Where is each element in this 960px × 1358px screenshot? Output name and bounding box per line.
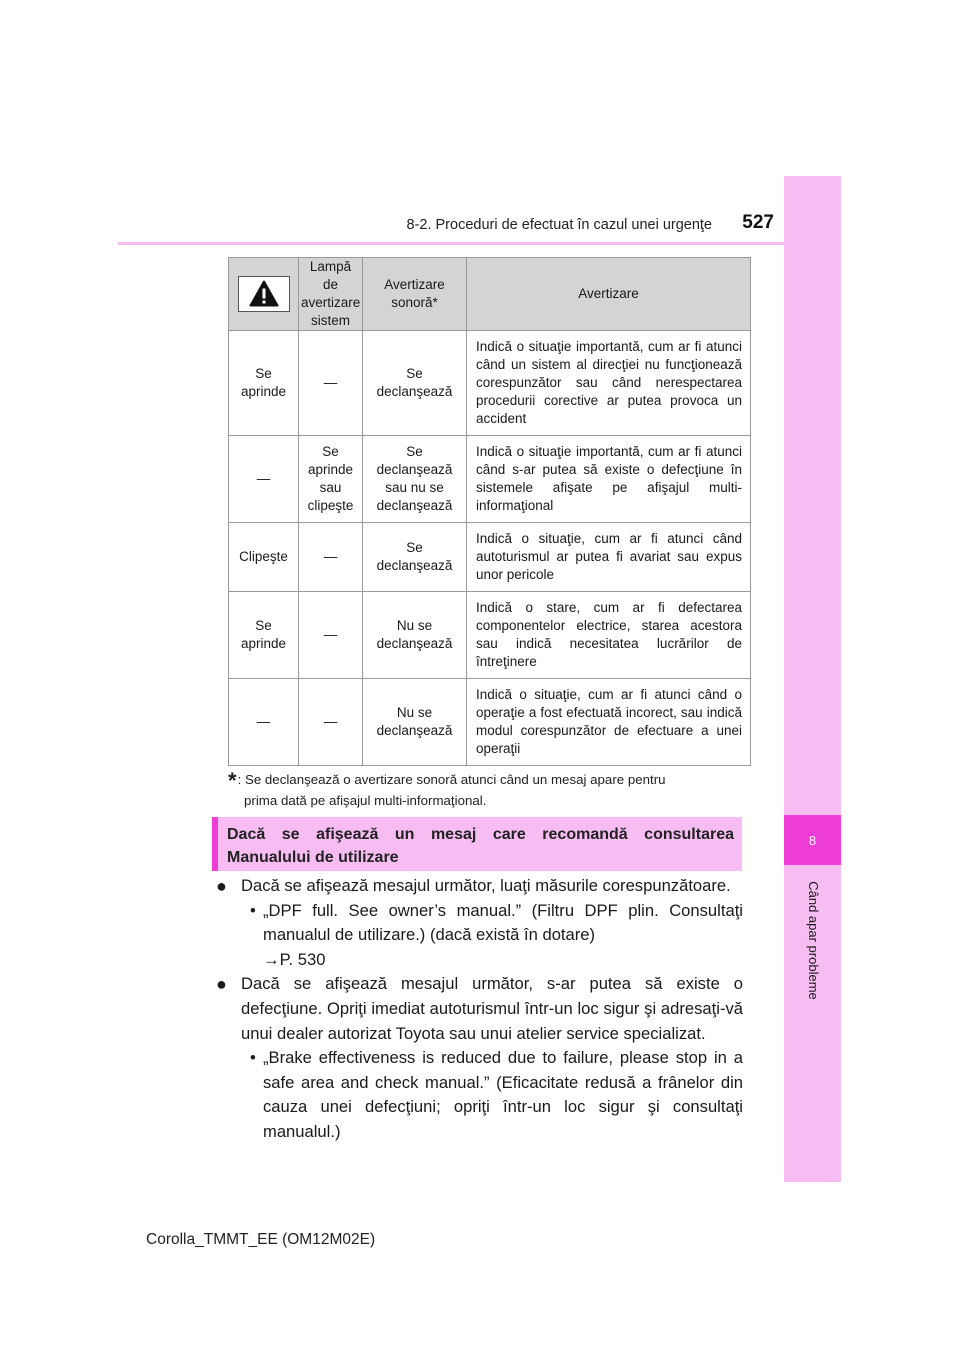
- callout-line-2: Manualului de utilizare: [227, 849, 399, 866]
- sub-item: [212, 899, 743, 948]
- body-text: [212, 874, 743, 1145]
- bullet-icon: ●: [216, 974, 227, 995]
- warning-triangle-icon: [238, 276, 290, 312]
- description-cell: Indică o situaţie importantă, cum ar fi atunci când un sistem al direcţiei nu funcţionează corespunzător sau când nerespectarea procedurii corective ar putea provoca un accident: [467, 331, 751, 436]
- table-row: [229, 436, 751, 523]
- header-rule: [118, 242, 784, 245]
- footnote-line-1: : Se declanşează o avertizare sonoră atunci când un mesaj apare pentru: [237, 772, 666, 787]
- page-reference: →P. 530: [263, 949, 326, 969]
- buzzer-cell: —: [299, 592, 363, 679]
- table-row: [229, 523, 751, 592]
- side-tab: [784, 176, 841, 1182]
- lamp-cell: —: [229, 436, 299, 523]
- table-header-row: [229, 258, 751, 331]
- warning-buzzer-cell: Se declanşează: [363, 331, 467, 436]
- table-row: [229, 679, 751, 766]
- warning-header: Avertizare: [467, 258, 751, 331]
- sub-item-text: „DPF full. See owner’s manual.” (Filtru DPF plin. Consultaţi manualul de utilizare.) (dacă există în dotare): [263, 900, 743, 945]
- warning-buzzer-cell: Nu se declanşează: [363, 592, 467, 679]
- buzzer-cell: —: [299, 523, 363, 592]
- list-item: [212, 972, 743, 1046]
- lamp-header: Lampă de avertizare sistem: [299, 258, 363, 331]
- bullet-icon: ●: [216, 876, 227, 896]
- sub-item-text: „Brake effectiveness is reduced due to failure, please stop in a safe area and check manual.” (Eficacitate redusă a frânelor din cauza unei defecţiuni; opriţi într-un loc sigur şi consultaţi manualul.): [263, 1048, 743, 1141]
- description-cell: Indică o situaţie, cum ar fi atunci când autoturismul ar putea fi avariat sau expus unor pericole: [467, 523, 751, 592]
- list-item-text: Dacă se afişează mesajul următor, luaţi măsurile corespunzătoare.: [241, 876, 731, 895]
- sub-item: [212, 1046, 743, 1144]
- list-item: [212, 874, 743, 899]
- warning-buzzer-cell: Se declanşează sau nu se declanşează: [363, 436, 467, 523]
- buzzer-header: Avertizare sonoră*: [363, 258, 467, 331]
- list-item-text: Dacă se afişează mesajul următor, s-ar putea să existe o defecţiune. Opriţi imediat autoturismul într-un loc sigur şi adresaţi-vă unui dealer autorizat Toyota sau unui atelier service specializat.: [241, 974, 743, 1043]
- section-title: 8-2. Proceduri de efectuat în cazul unei urgenţe: [406, 217, 712, 233]
- table-row: [229, 331, 751, 436]
- chapter-title: [778, 860, 848, 1020]
- buzzer-cell: —: [299, 331, 363, 436]
- lamp-cell: Se aprinde: [229, 592, 299, 679]
- sub-bullet-icon: •: [250, 1048, 256, 1068]
- footer-doc-id: Corolla_TMMT_EE (OM12M02E): [146, 1231, 376, 1248]
- lamp-cell: Clipeşte: [229, 523, 299, 592]
- table-row: [229, 592, 751, 679]
- buzzer-cell: —: [299, 679, 363, 766]
- page-number: 527: [742, 212, 774, 233]
- chapter-number: 8: [784, 815, 841, 865]
- footnote-marker: *: [228, 768, 237, 793]
- description-cell: Indică o situaţie, cum ar fi atunci când o operaţie a fost efectuată incorect, sau indică modul corespunzător de efectuare a unei operaţii: [467, 679, 751, 766]
- icon-header-cell: [229, 258, 299, 331]
- warning-table: [228, 257, 751, 766]
- footnote: [228, 770, 742, 811]
- chapter-title-text: Când apar probleme: [805, 880, 821, 1000]
- warning-buzzer-cell: Nu se declanşează: [363, 679, 467, 766]
- warning-buzzer-cell: Se declanşează: [363, 523, 467, 592]
- sub-bullet-icon: •: [250, 900, 256, 920]
- callout-line-1: Dacă se afişează un mesaj care recomandă consultarea: [227, 826, 734, 843]
- lamp-cell: Se aprinde: [229, 331, 299, 436]
- footnote-line-2: prima dată pe afişajul multi-informaţional.: [244, 793, 487, 808]
- buzzer-cell: Se aprinde sau clipeşte: [299, 436, 363, 523]
- description-cell: Indică o situaţie importantă, cum ar fi atunci când s-ar putea să existe o defecţiune în sistemele afişate pe afişajul multi-informaţional: [467, 436, 751, 523]
- lamp-cell: —: [229, 679, 299, 766]
- description-cell: Indică o stare, cum ar fi defectarea componentelor electrice, starea acestora sau indică necesitatea lucrărilor de întreţinere: [467, 592, 751, 679]
- callout-heading: [212, 817, 742, 871]
